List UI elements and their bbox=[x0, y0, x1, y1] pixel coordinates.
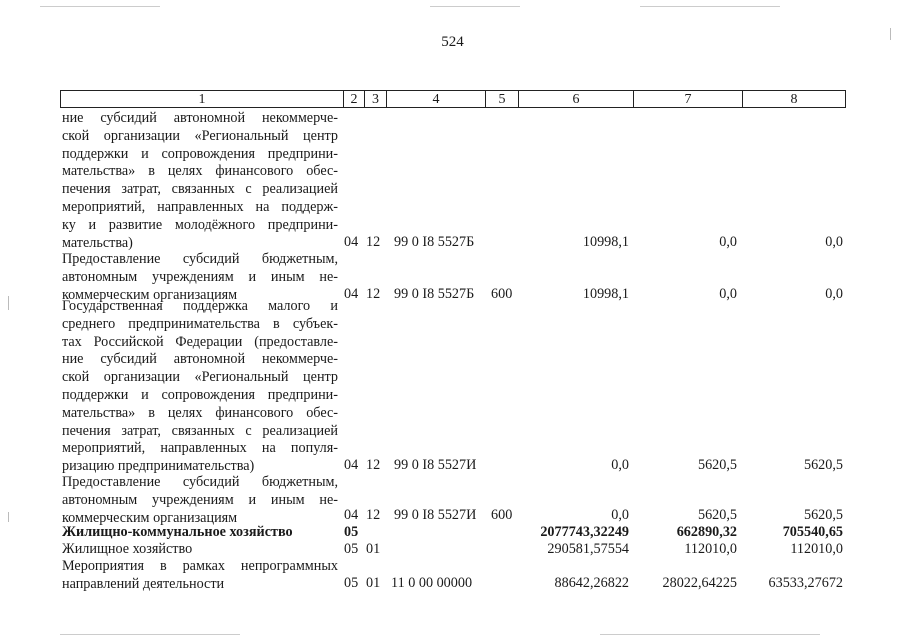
scan-artifact bbox=[430, 6, 520, 7]
row-description bbox=[62, 558, 338, 594]
row-description bbox=[62, 110, 338, 252]
row-description bbox=[62, 298, 338, 476]
desc-line: направлений деятельности bbox=[62, 575, 225, 592]
desc-line: ской организации «Региональный центр bbox=[62, 369, 338, 386]
desc-line: мательства» в целях финансового обес- bbox=[62, 404, 338, 421]
amount-col7: 662890,32 bbox=[676, 524, 737, 540]
desc-line: ние субсидий автономной некоммерче- bbox=[62, 351, 338, 368]
header-cell-4: 4 bbox=[387, 91, 486, 107]
amount-col6: 0,0 bbox=[611, 507, 629, 523]
desc-line: печения затрат, связанных с реализацией bbox=[62, 181, 338, 198]
table-header-row bbox=[60, 90, 846, 108]
amount-col7: 112010,0 bbox=[684, 541, 737, 557]
amount-col6: 0,0 bbox=[611, 457, 629, 473]
desc-line: автономным учреждениям и иным не- bbox=[62, 268, 338, 285]
row-description bbox=[62, 474, 338, 527]
page-number: 524 bbox=[441, 34, 464, 50]
desc-line: поддержки и сопровождения предприни- bbox=[62, 145, 338, 162]
amount-col6: 2077743,32249 bbox=[540, 524, 629, 540]
amount-col7: 28022,64225 bbox=[662, 575, 737, 591]
header-cell-8: 8 bbox=[790, 92, 798, 107]
desc-line: автономным учреждениям и иным не- bbox=[62, 491, 338, 508]
header-cell-1: 1 bbox=[61, 91, 344, 107]
section-code: 05 bbox=[344, 524, 359, 540]
desc-line: мероприятий, направленных на популя- bbox=[62, 440, 338, 457]
desc-line: Предоставление субсидий бюджетным, bbox=[62, 474, 338, 490]
desc-line: тах Российской Федерации (предоставле- bbox=[62, 333, 338, 350]
section-code: 04 bbox=[344, 507, 359, 523]
desc-line: Жилищное хозяйство bbox=[62, 541, 193, 557]
amount-col8: 0,0 bbox=[825, 234, 843, 250]
row-description bbox=[62, 524, 338, 542]
target-article-code: 99 0 I8 5527Б bbox=[394, 286, 475, 302]
amount-col8: 0,0 bbox=[825, 286, 843, 302]
amount-col6: 10998,1 bbox=[582, 286, 629, 302]
desc-line: Жилищно-коммунальное хозяйство bbox=[62, 524, 293, 540]
row-description bbox=[62, 251, 338, 304]
desc-line: мательства» в целях финансового обес- bbox=[62, 163, 338, 180]
target-article-code: 99 0 I8 5527И bbox=[394, 507, 477, 523]
section-code: 04 bbox=[344, 457, 359, 473]
scan-artifact bbox=[8, 296, 9, 310]
scan-artifact bbox=[600, 634, 820, 635]
amount-col6: 10998,1 bbox=[582, 234, 629, 250]
header-cell-7: 7 bbox=[634, 91, 743, 107]
amount-col7: 0,0 bbox=[719, 286, 737, 302]
amount-col7: 0,0 bbox=[719, 234, 737, 250]
expense-type-code: 600 bbox=[491, 507, 513, 523]
desc-line: коммерческим организациям bbox=[62, 286, 238, 303]
amount-col8: 112010,0 bbox=[790, 541, 843, 557]
scan-artifact bbox=[8, 512, 9, 522]
scan-artifact bbox=[40, 6, 160, 7]
subsection-code: 01 bbox=[366, 575, 381, 591]
subsection-code: 12 bbox=[366, 457, 381, 473]
amount-col7: 5620,5 bbox=[697, 457, 737, 473]
subsection-code: 01 bbox=[366, 541, 381, 557]
section-code: 04 bbox=[344, 286, 359, 302]
desc-line: ние субсидий автономной некоммерче- bbox=[62, 110, 338, 126]
desc-line: ской организации «Региональный центр bbox=[62, 127, 338, 144]
section-code: 04 bbox=[344, 234, 359, 250]
amount-col7: 5620,5 bbox=[697, 507, 737, 523]
desc-line: Государственная поддержка малого и bbox=[62, 298, 338, 314]
amount-col8: 5620,5 bbox=[803, 507, 843, 523]
subsection-code: 12 bbox=[366, 234, 381, 250]
amount-col8: 63533,27672 bbox=[768, 575, 843, 591]
expense-type-code: 600 bbox=[491, 286, 513, 302]
header-cell-3: 3 bbox=[365, 91, 387, 107]
amount-col8: 5620,5 bbox=[803, 457, 843, 473]
desc-line: мероприятий, направленных на поддерж- bbox=[62, 198, 338, 215]
header-cell-6: 6 bbox=[519, 91, 634, 107]
desc-line: поддержки и сопровождения предприни- bbox=[62, 386, 338, 403]
row-description bbox=[62, 541, 338, 559]
section-code: 05 bbox=[344, 541, 359, 557]
desc-line: Мероприятия в рамках непрограммных bbox=[62, 558, 338, 574]
desc-line: среднего предпринимательства в субъек- bbox=[62, 315, 338, 332]
scan-artifact bbox=[640, 6, 780, 7]
desc-line: Предоставление субсидий бюджетным, bbox=[62, 251, 338, 267]
target-article-code: 99 0 I8 5527Б bbox=[394, 234, 475, 250]
header-cell-2: 2 bbox=[344, 91, 365, 107]
subsection-code: 12 bbox=[366, 507, 381, 523]
desc-line: печения затрат, связанных с реализацией bbox=[62, 422, 338, 439]
amount-col6: 290581,57554 bbox=[547, 541, 629, 557]
desc-line: коммерческим организациям bbox=[62, 509, 238, 526]
amount-col8: 705540,65 bbox=[782, 524, 843, 540]
subsection-code: 12 bbox=[366, 286, 381, 302]
scan-artifact bbox=[60, 634, 240, 635]
target-article-code: 11 0 00 00000 bbox=[391, 575, 473, 591]
scan-artifact bbox=[890, 28, 891, 40]
amount-col6: 88642,26822 bbox=[554, 575, 629, 591]
section-code: 05 bbox=[344, 575, 359, 591]
desc-line: ризацию предпринимательства) bbox=[62, 458, 255, 475]
target-article-code: 99 0 I8 5527И bbox=[394, 457, 477, 473]
desc-line: ку и развитие молодёжного предприни- bbox=[62, 216, 338, 233]
desc-line: мательства) bbox=[62, 234, 133, 251]
header-cell-5: 5 bbox=[486, 91, 519, 107]
